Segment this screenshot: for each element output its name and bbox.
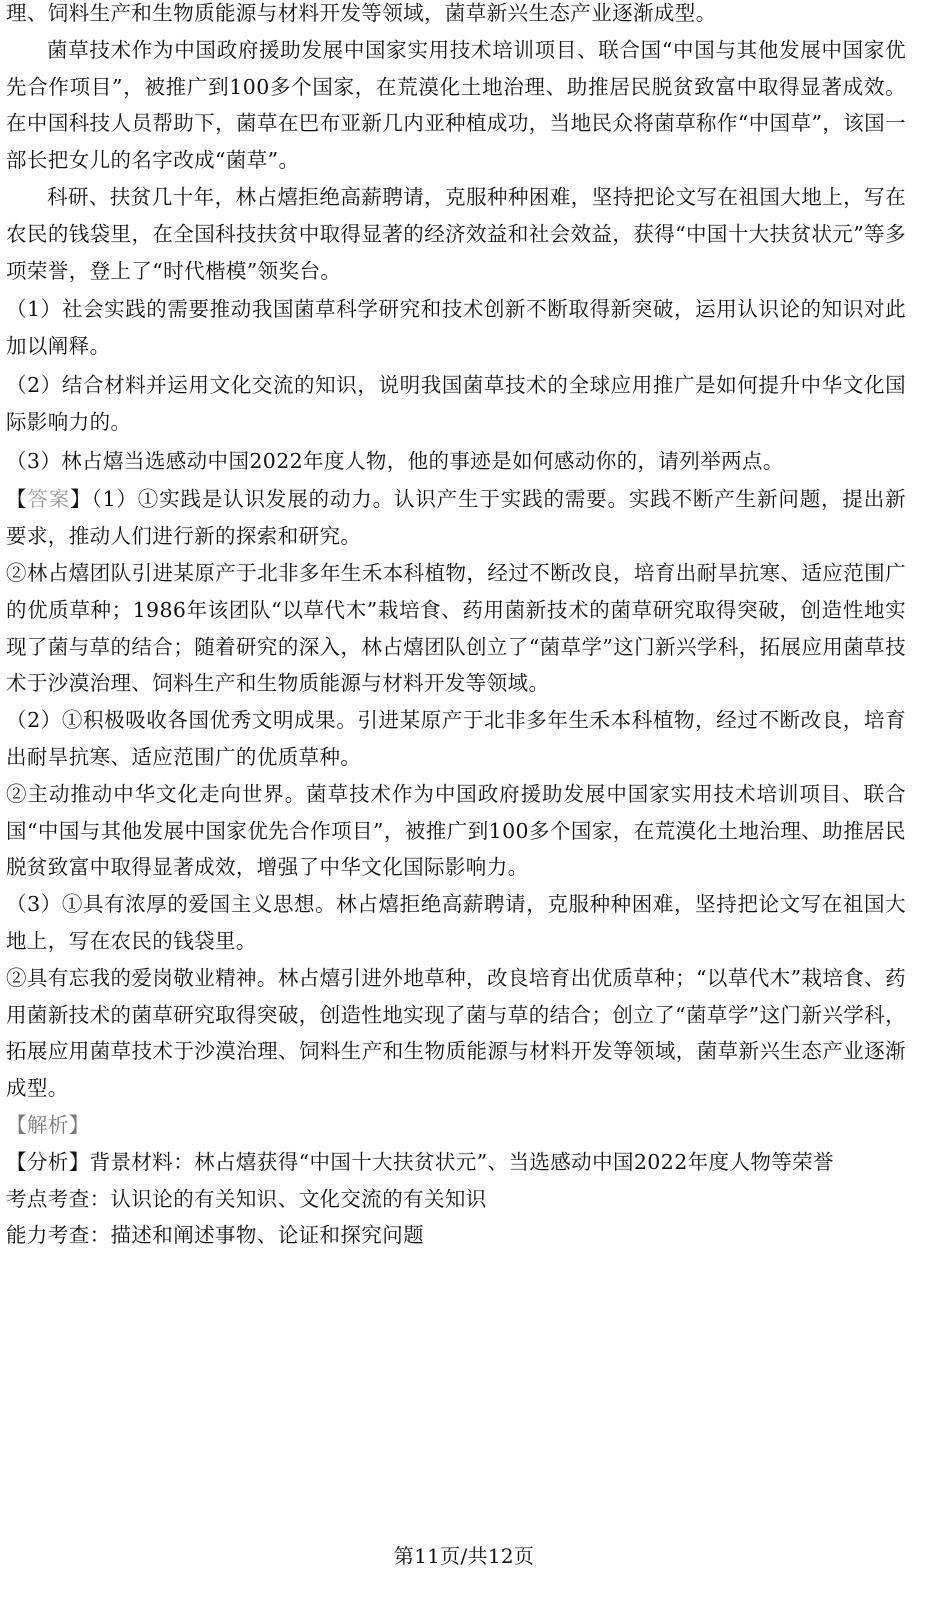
document-content — [6, 0, 906, 1254]
material-paragraph-honor: 科研、扶贫几十年，林占熺拒绝高薪聘请，克服种种困难，坚持把论文写在祖国大地上，写在农民的钱袋里，在全国科技扶贫中取得显著的经济效益和社会效益，获得“中国十大扶贫状元”等多项荣誉，登上了“时代楷模”领奖台。 — [6, 184, 906, 283]
question-1: （1）社会实践的需要推动我国菌草科学研究和技术创新不断取得新突破，运用认识论的知识对此加以阐释。 — [6, 297, 906, 359]
answer-1-part-1 — [6, 481, 906, 555]
answer-2-part-2: ②主动推动中华文化走向世界。菌草技术作为中国政府援助发展中国家实用技术培训项目、联合国“中国与其他发展中国家优先合作项目”，被推广到100多个国家，在荒漠化土地治理、助推居民脱贫致富中取得显著成效，增强了中华文化国际影响力。 — [6, 781, 906, 880]
answer-label-open: 【 — [6, 487, 28, 512]
analysis-background-text: 背景材料：林占熺获得“中国十大扶贫状元”、当选感动中国2022年度人物等荣誉 — [89, 1149, 834, 1174]
answer-label-close: 】 — [70, 487, 92, 512]
question-3: （3）林占熺当选感动中国2022年度人物，他的事迹是如何感动你的，请列举两点。 — [6, 448, 784, 473]
answer-1-part-2: ②林占熺团队引进某原产于北非多年生禾本科植物，经过不断改良，培育出耐旱抗寒、适应范围广的优质草种；1986年该团队“以草代木”栽培食、药用菌新技术的菌草研究取得突破，创造性地实现了菌与草的结合；随着研究的深入，林占熺团队创立了“菌草学”这门新兴学科，拓展应用菌草技术于沙漠治理、饲料生产和生物质能源与材料开发等领域。 — [6, 560, 906, 696]
answer-3-part-1: （3）①具有浓厚的爱国主义思想。林占熺拒绝高薪聘请，克服种种困难，坚持把论文写在祖国大地上，写在农民的钱袋里。 — [6, 892, 906, 953]
answer-1-part-1-text: （1）①实践是认识发展的动力。认识产生于实践的需要。实践不断产生新问题，提出新要求，推动人们进行新的探索和研究。 — [6, 487, 907, 549]
question-2: （2）结合材料并运用文化交流的知识，说明我国菌草技术的全球应用推广是如何提升中华文化国际影响力的。 — [6, 372, 906, 434]
answer-3-part-2: ②具有忘我的爱岗敬业精神。林占熺引进外地草种，改良培育出优质草种；“以草代木”栽培食、药用菌新技术的菌草研究取得突破，创造性地实现了菌与草的结合；创立了“菌草学”这门新兴学科，拓展应用菌草技术于沙漠治理、饲料生产和生物质能源与材料开发等领域，菌草新兴生态产业逐渐成型。 — [6, 965, 906, 1101]
page-footer: 第11页/共12页 — [393, 1544, 535, 1568]
analysis-ability: 能力考查：描述和阐述事物、论证和探究问题 — [6, 1223, 424, 1248]
answer-label-text: 答案 — [27, 487, 71, 512]
analysis-knowledge: 考点考查：认识论的有关知识、文化交流的有关知识 — [6, 1186, 487, 1211]
analysis-background — [6, 1144, 906, 1181]
material-paragraph-aid: 菌草技术作为中国政府援助发展中国家实用技术培训项目、联合国“中国与其他发展中国家优先合作项目”，被推广到100多个国家，在荒漠化土地治理、助推居民脱贫致富中取得显著成效。在中国科技人员帮助下，菌草在巴布亚新几内亚种植成功，当地民众将菌草称作“中国草”，该国一部长把女儿的名字改成“菌草”。 — [6, 37, 906, 173]
answer-2-part-1: （2）①积极吸收各国优秀文明成果。引进某原产于北非多年生禾本科植物，经过不断改良，培育出耐旱抗寒、适应范围广的优质草种。 — [6, 708, 906, 769]
analysis-label: 【分析】 — [6, 1149, 90, 1174]
material-paragraph-continued: 理、饲料生产和生物质能源与材料开发等领域，菌草新兴生态产业逐渐成型。 — [6, 1, 717, 25]
analysis-heading: 【解析】 — [6, 1112, 90, 1137]
